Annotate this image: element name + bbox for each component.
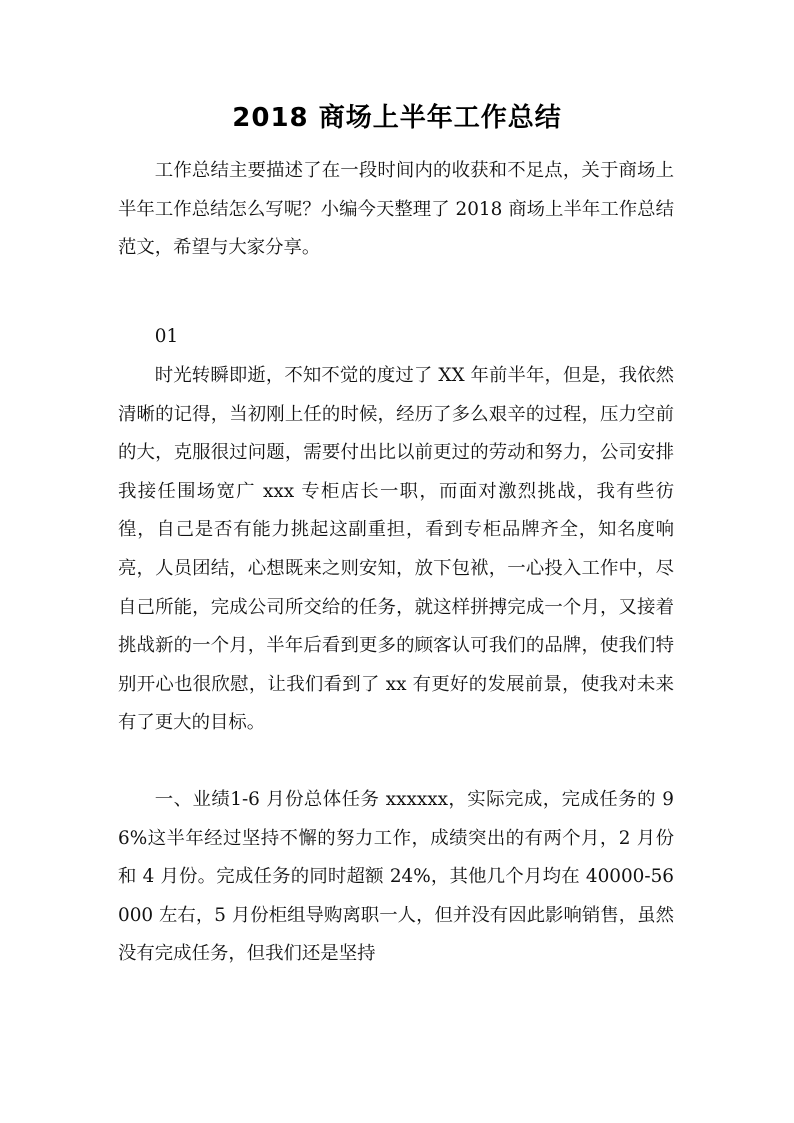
intro-paragraph: 工作总结主要描述了在一段时间内的收获和不足点，关于商场上半年工作总结怎么写呢？小编今天整理了 2018 商场上半年工作总结范文，希望与大家分享。	[118, 160, 674, 259]
section-number: 01	[154, 326, 179, 347]
section-heading-block	[118, 318, 674, 357]
body-paragraph-2-block	[118, 781, 674, 974]
body-paragraph-2: 一、业绩1-6 月份总体任务 xxxxxx，实际完成，完成任务的 96%这半年经过坚持不懈的努力工作，成绩突出的有两个月，2 月份和 4 月份。完成任务的同时超额 24%，其他几个月均在 40000-56000 左右，5 月份柜组导购离职一人，但并没有因此影响销售，虽然没有完成任务，但我们还是坚持	[118, 789, 674, 965]
body-paragraph-1: 时光转瞬即逝，不知不觉的度过了 XX 年前半年，但是，我依然清晰的记得，当初刚上任的时候，经历了多么艰辛的过程，压力空前的大，克服很过问题，需要付出比以前更过的劳动和努力，公司安排我接任围场宽广 xxx 专柜店长一职，而面对激烈挑战，我有些彷徨，自己是否有能力挑起这副重担，看到专柜品牌齐全，知名度响亮，人员团结，心想既来之则安知，放下包袱，一心投入工作中，尽自己所能，完成公司所交给的任务，就这样拼搏完成一个月，又接着挑战新的一个月，半年后看到更多的顾客认可我们的品牌，使我们特别开心也很欣慰，让我们看到了 xx 有更好的发展前景，使我对未来有了更大的目标。	[118, 365, 674, 734]
document-title: 2018 商场上半年工作总结	[232, 103, 562, 133]
intro-paragraph-block	[118, 152, 674, 268]
body-paragraph-1-block	[118, 357, 674, 743]
